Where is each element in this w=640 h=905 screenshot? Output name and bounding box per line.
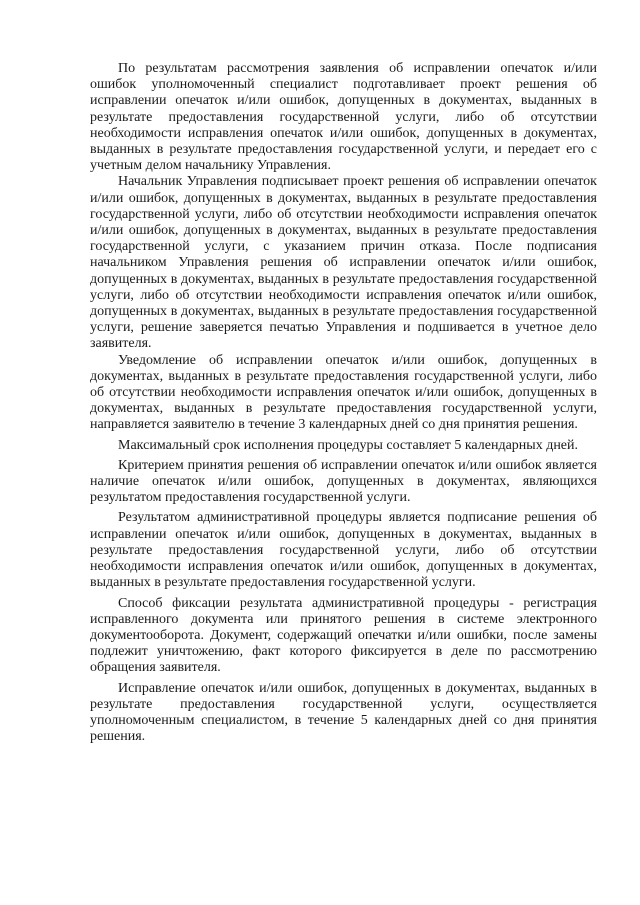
paragraph-max-term: Максимальный срок исполнения процедуры составляет 5 календарных дней. bbox=[118, 437, 579, 453]
paragraph-procedure-result: Результатом административной процедуры является подписание решения об исправлении опечаток и/или ошибок, допущенных в документах, выданных в результате предоставления государственной услуги, либо об отсутствии необходимости исправления опечаток и/или ошибок, допущенных в документах, выданных в результате предоставления государственной услуги. bbox=[90, 510, 597, 591]
document-page bbox=[90, 61, 597, 745]
paragraph-head-signature: Начальник Управления подписывает проект решения об исправлении опечаток и/или ошибок, допущенных в документах, выданных в результате предоставления государственной услуги, либо об отсутствии необходимости исправления опечаток и/или ошибок, допущенных в документах, выданных в результате предоставления государственной услуги, с указанием причин отказа. После подписания начальником Управления решения об исправлении опечаток и/или ошибок, допущенных в документах, выданных в результате предоставления государственной услуги, либо об отсутствии необходимости исправления опечаток и/или ошибок, допущенных в документах, выданных в результате предоставления государственной услуги, решение заверяется печатью Управления и подшивается в учетное дело заявителя. bbox=[90, 174, 597, 352]
paragraph-review-result: По результатам рассмотрения заявления об исправлении опечаток и/или ошибок уполномоченный специалист подготавливает проект решения об исправлении опечаток и/или ошибок, допущенных в документах, выданных в результате предоставления государственной услуги, либо об отсутствии необходимости исправления опечаток и/или ошибок, допущенных в документах, выданных в результате предоставления государственной услуги, и передает его с учетным делом начальнику Управления. bbox=[90, 61, 597, 174]
paragraph-fixation-method: Способ фиксации результата административной процедуры - регистрация исправленного документа или принятого решения в системе электронного документооборота. Документ, содержащий опечатки и/или ошибки, после замены подлежит уничтожению, факт которого фиксируется в деле по рассмотрению обращения заявителя. bbox=[90, 595, 597, 676]
paragraph-notification: Уведомление об исправлении опечаток и/или ошибок, допущенных в документах, выданных в результате предоставления государственной услуги, либо об отсутствии необходимости исправления опечаток и/или ошибок, допущенных в документах, выданных в результате предоставления государственной услуги, направляется заявителю в течение 3 календарных дней со дня принятия решения. bbox=[90, 352, 597, 433]
paragraph-criterion: Критерием принятия решения об исправлении опечаток и/или ошибок является наличие опечаток и/или ошибок, допущенных в документах, являющихся результатом предоставления государственной услуги. bbox=[90, 457, 597, 506]
paragraph-correction: Исправление опечаток и/или ошибок, допущенных в документах, выданных в результате предоставления государственной услуги, осуществляется уполномоченным специалистом, в течение 5 календарных дней со дня принятия решения. bbox=[90, 680, 597, 745]
